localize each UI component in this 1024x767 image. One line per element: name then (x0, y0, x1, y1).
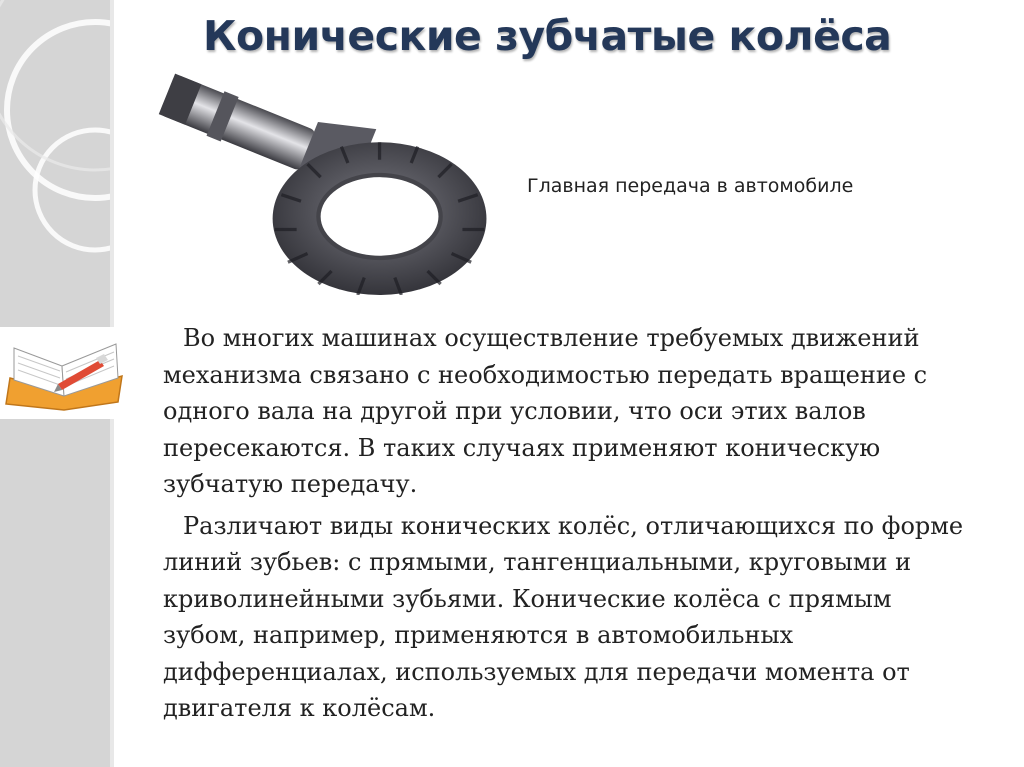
paragraph-1: Во многих машинах осуществление требуемых движений механизма связано с необходимостью передать вращение с одного вала на другой при условии, что оси этих валов пересекаются. В таких случаях применяют коническую зубчатую передачу. (163, 324, 928, 498)
slide-body (163, 320, 973, 732)
bevel-gear-pair-image (155, 55, 495, 295)
slide-title: Конические зубчатые колёса (203, 12, 892, 60)
image-caption: Главная передача в автомобиле (527, 175, 854, 197)
notebook-pen-icon (0, 336, 128, 412)
paragraph-2: Различают виды конических колёс, отличающихся по форме линий зубьев: с прямыми, тангенциальными, круговыми и криволинейными зубьями. Конические колёса с прямым зубом, например, применяются в автомобильных дифференциалах, используемых для передачи момента от двигателя к колёсам. (163, 511, 964, 722)
